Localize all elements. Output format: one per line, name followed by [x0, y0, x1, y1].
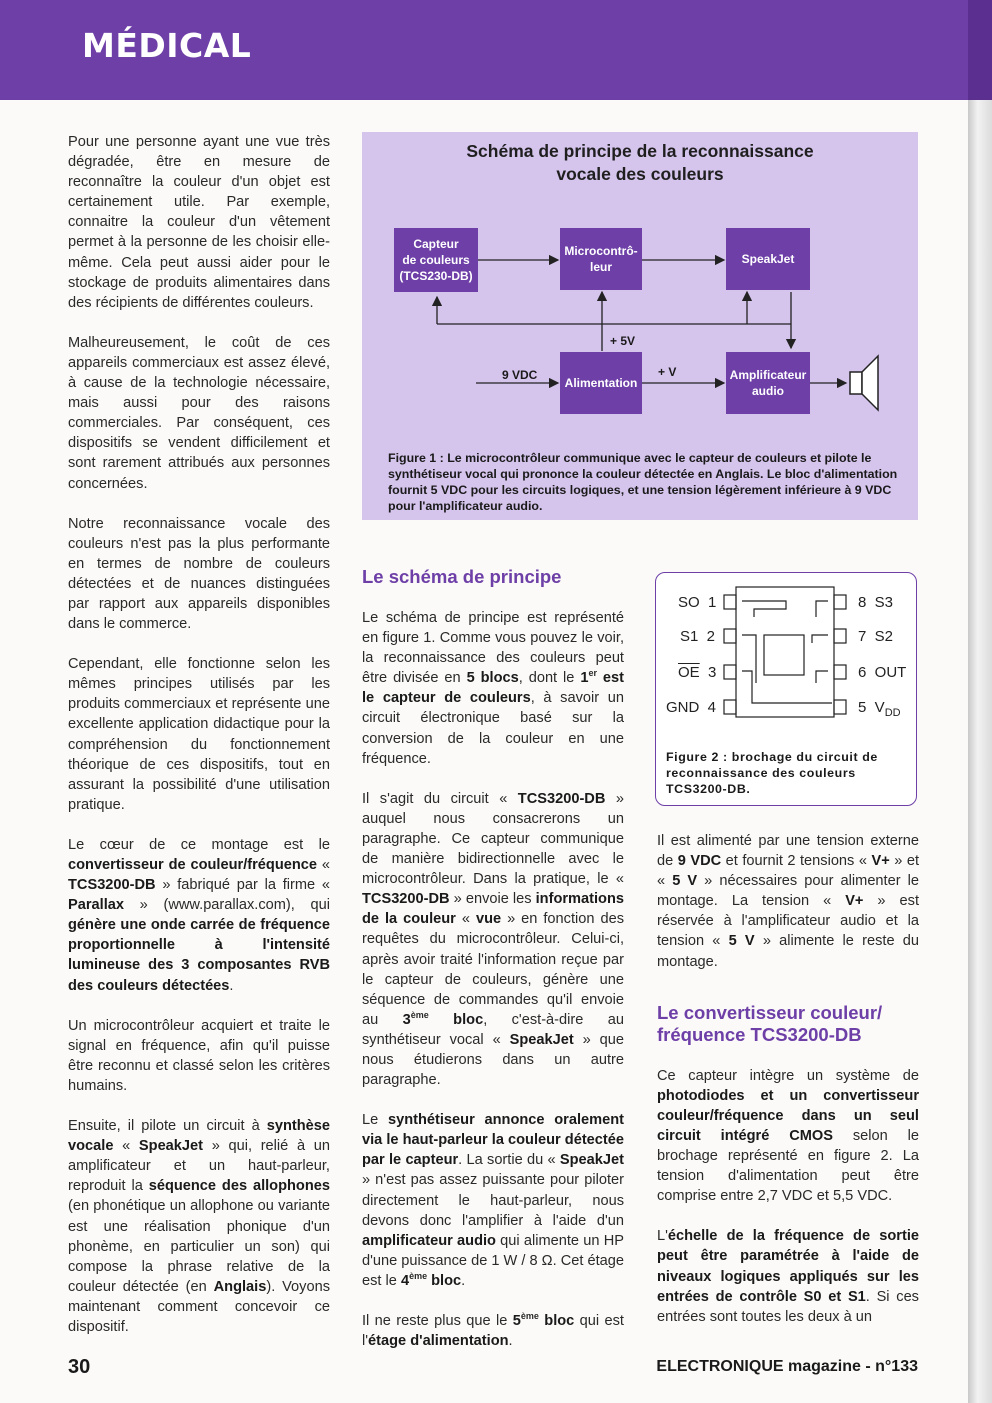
pin-label: S1 2 — [680, 628, 716, 645]
section-title: MÉDICAL — [82, 26, 252, 65]
block-speakjet — [726, 228, 810, 290]
text: » qui, relié à un amplificateur et un haut-parleur, reproduit la — [68, 1138, 330, 1195]
block-capteur — [394, 228, 478, 292]
bold-text: 9 VDC — [677, 853, 722, 870]
paragraph: Notre reconnaissance vocale des couleurs n'est pas la plus performante en termes de nombre de couleurs détectées et de nuances distinguées par rapport aux appareils disponibles dans le commerce. — [68, 515, 330, 633]
text: qui est l' — [362, 1313, 624, 1350]
bold-text: synthèse vocale — [68, 1118, 330, 1155]
text: et fournit 2 tensions « — [721, 853, 872, 870]
text: . La sortie du « — [458, 1152, 560, 1169]
text: « — [455, 911, 476, 928]
text: Le cœur de ce montage est le — [68, 836, 330, 853]
figure-1-caption: Figure 1 : Le microcontrôleur communique avec le capteur de couleurs et pilote le synthétiseur vocal qui prononce la couleur détectée en Anglais. Le bloc d'alimentation fournit 5 VDC pour les circuits logiques, et une tension légèrement inférieure à 9 VDC pour l'amplificateur audio. — [388, 451, 898, 513]
section-header — [0, 0, 968, 100]
text: Il ne reste plus que le — [362, 1313, 513, 1329]
pin-label: 8 S3 — [858, 594, 894, 611]
text: , à savoir un circuit électronique basé sur la conversion de la couleur en une fréquence. — [362, 690, 624, 767]
bold-text: 1 — [580, 670, 589, 687]
text: « — [113, 1138, 139, 1155]
bold-text: V+ — [845, 893, 864, 910]
bold-text: vue — [475, 911, 502, 928]
bold-text: séquence des allophones — [148, 1178, 330, 1195]
page-number: 30 — [68, 1356, 91, 1378]
text: » est réservée à l'amplificateur audio et la tension « — [657, 893, 919, 950]
paragraph — [362, 1110, 624, 1291]
text: » n'est pas assez puissante pour piloter directement le haut-parleur, nous devons donc l'amplifier à l'aide d'un — [362, 1172, 624, 1229]
bold-text: convertisseur de couleur/fréquence — [68, 857, 318, 873]
bold-text: génère une onde carrée de fréquence proportionnelle à l'intensité lumineuse des 3 composantes RVB des couleurs détectées — [68, 917, 330, 994]
bold-text: 3 — [402, 1011, 411, 1028]
text: Il est alimenté par une tension externe de — [657, 833, 919, 870]
bold-text: SpeakJet — [509, 1031, 574, 1048]
speaker-icon — [850, 356, 878, 410]
bold-text: amplificateur audio — [362, 1232, 496, 1249]
pin-label — [858, 699, 901, 719]
text: qui alimente un HP d'une puissance de 1 W / 8 Ω. Cet étage est le — [362, 1232, 624, 1289]
text: » que nous étudierons dans un autre paragraphe. — [362, 1031, 624, 1089]
block-label: leur — [589, 260, 612, 274]
bold-text: 5 blocs — [466, 670, 519, 687]
block-label: Microcontrô- — [564, 244, 638, 258]
section-heading: Le convertisseur couleur/ fréquence TCS3200-DB — [657, 1001, 883, 1045]
paragraph: Pour une personne ayant une vue très dégradée, être en mesure de reconnaître la couleur d'un objet est certainement utile. Par exemple, connaitre la couleur d'un vêtement permet à la personne de les choisir elle-même. Cela peut aussi aider pour le stockage de produits alimentaires dans des récipients de différentes couleurs. — [68, 134, 330, 311]
pin-number: 3 — [708, 664, 717, 681]
superscript: er — [588, 668, 597, 679]
bold-text: TCS3200-DB — [517, 790, 606, 807]
text: Ce capteur intègre un système de — [657, 1067, 919, 1084]
text: L' — [657, 1228, 668, 1245]
pin-subscript: DD — [884, 707, 901, 719]
text: ). Voyons maintenant comment concevoir ce dispositif. — [68, 1278, 331, 1335]
bold-text: synthétiseur annonce oralement via le haut-parleur la couleur détectée par le capteur — [362, 1112, 624, 1169]
page-edge — [968, 0, 992, 1403]
bold-text: bloc — [427, 1272, 462, 1289]
block-amplificateur — [726, 352, 810, 414]
text: , c'est-à-dire au synthétiseur vocal « — [362, 1011, 624, 1048]
figure-2-pinout — [655, 572, 917, 806]
text: Le schéma de principe est représenté en figure 1. Comme vous pouvez le voir, la reconnaissance des couleurs peut être divisée en — [362, 610, 624, 687]
superscript: ème — [520, 1311, 539, 1322]
figure-2-caption: Figure 2 : brochage du circuit de reconnaissance des couleurs TCS3200-DB. — [666, 750, 878, 796]
pin-label: SO 1 — [678, 594, 717, 611]
bold-text: informations de la couleur — [362, 891, 624, 928]
block-label: de couleurs — [402, 253, 470, 267]
bold-text: TCS3200-DB — [68, 877, 156, 894]
bold-text: 4 — [400, 1272, 410, 1289]
superscript: ème — [409, 1271, 428, 1282]
column-3 — [657, 831, 919, 1347]
paragraph — [68, 835, 330, 996]
text: » et « — [657, 853, 920, 890]
text: » alimente le reste du montage. — [657, 933, 919, 970]
text: , dont le — [518, 670, 581, 687]
paragraph — [68, 1116, 330, 1337]
block-label: Capteur — [413, 237, 459, 251]
text: Ensuite, il pilote un circuit à — [68, 1118, 267, 1135]
bold-text: SpeakJet — [559, 1152, 624, 1169]
diagram-title-line: Schéma de principe de la reconnaissance — [466, 141, 814, 161]
label-plus5v: + 5V — [610, 334, 636, 348]
column-1 — [68, 132, 330, 1357]
magazine-word: magazine - — [783, 1358, 876, 1375]
bold-text: 5 V — [728, 933, 755, 950]
text: . — [461, 1272, 466, 1289]
paragraph — [362, 1311, 624, 1351]
text: (en phonétique un allophone ou variante est une réalisation phonique d'un phonème, en particulier un son) qui compose la phrase relative de la couleur détectée (en — [68, 1198, 330, 1295]
issue-number: n°133 — [875, 1358, 918, 1375]
bold-text: Parallax — [68, 897, 124, 914]
edge-tab — [968, 0, 992, 100]
block-label: Amplificateur — [729, 368, 807, 382]
paragraph — [657, 831, 919, 972]
block-microcontroleur — [560, 228, 642, 290]
block-alimentation — [560, 352, 642, 414]
bold-text: photodiodes et un convertisseur couleur/fréquence dans un seul circuit intégré CMOS — [657, 1087, 919, 1144]
paragraph — [362, 608, 624, 769]
bold-text: bloc — [428, 1011, 484, 1028]
text: selon le brochage représenté en figure 2. La tension d'alimentation peut être comprise entre 2,7 VDC et 5,5 VDC. — [657, 1127, 920, 1205]
column-2 — [362, 566, 624, 1371]
pin-label: GND 4 — [666, 699, 717, 716]
diagram-title-line: vocale des couleurs — [556, 164, 724, 184]
label-plusv: + V — [658, 365, 677, 379]
bold-text: 5 — [512, 1313, 521, 1329]
bold-text: V+ — [871, 853, 890, 870]
text: Le — [362, 1112, 388, 1129]
bold-text: étage d'alimentation — [368, 1333, 509, 1350]
label-9vdc: 9 VDC — [502, 368, 538, 382]
bold-text: est le capteur de couleurs — [362, 670, 624, 707]
superscript: ème — [410, 1009, 429, 1020]
magazine-name — [656, 1358, 918, 1376]
block-label: (TCS230-DB) — [399, 269, 473, 283]
pin-label — [678, 664, 716, 681]
bold-text: bloc — [538, 1313, 575, 1329]
paragraph — [362, 789, 624, 1090]
bold-text: 5 V — [672, 873, 698, 890]
text: Il s'agit du circuit « — [362, 790, 518, 807]
bold-text: SpeakJet — [138, 1138, 204, 1155]
bold-text: échelle de la fréquence de sortie peut être paramétrée à l'aide de niveaux logiques appliqués sur les entrées de contrôle S0 et S1 — [657, 1228, 919, 1305]
block-diagram — [362, 132, 918, 520]
magazine-title: ELECTRONIQUE — [656, 1358, 784, 1375]
text: . — [229, 977, 234, 994]
text: . Si ces entrées sont toutes les deux à un — [657, 1288, 919, 1325]
block-label: SpeakJet — [741, 252, 795, 266]
paragraph — [657, 1066, 919, 1207]
block-label: audio — [752, 384, 784, 398]
text: « — [317, 857, 331, 873]
paragraph: Malheureusement, le coût de ces appareils commerciaux est assez élevé, à cause de la technologie nécessaire, mais aussi pour des raisons commerciales. Par conséquent, ces dispositifs se vendent difficilement et sont rarement attribués aux personnes concernées. — [68, 334, 330, 492]
pin-label: 7 S2 — [858, 628, 894, 645]
block-label: Alimentation — [564, 376, 638, 390]
section-heading: Le schéma de principe — [362, 566, 562, 587]
text: » auquel nous consacrerons un paragraphe. Ce capteur communique de manière bidirectionnelle avec le microcontrôleur. Dans la pratique, le « — [362, 790, 624, 888]
paragraph: Cependant, elle fonctionne selon les mêmes principes utilisés par les produits commerciaux et représente une excellente application didactique pour la compréhension du fonctionnement théorique de ces dispositifs, tout en assurant la possibilité d'une utilisation pratique. — [68, 656, 330, 813]
paragraph — [657, 1226, 919, 1326]
text: » envoie les — [449, 891, 536, 908]
pin-text: 5 V — [858, 699, 885, 716]
bold-text: Anglais — [213, 1278, 267, 1295]
pin-name: $\overline{OE}$ — [678, 664, 700, 681]
bold-text: TCS3200-DB — [362, 891, 450, 908]
text: . — [508, 1333, 513, 1350]
text: » fabriqué par la firme « — [155, 877, 330, 894]
text: » (www.parallax.com), qui — [124, 897, 330, 914]
pin-label: 6 OUT — [858, 664, 907, 681]
paragraph: Un microcontrôleur acquiert et traite le signal en fréquence, afin qu'il puisse être reconnu et classé selon les critères humains. — [68, 1017, 330, 1094]
text: » en fonction des requêtes du microcontrôleur. Celui-ci, après avoir traité l'information reçue par le capteur de couleurs, génère une séquence de commandes qu'il envoie au — [362, 911, 624, 1028]
text: » nécessaires pour alimenter le montage. La tension « — [657, 873, 920, 910]
